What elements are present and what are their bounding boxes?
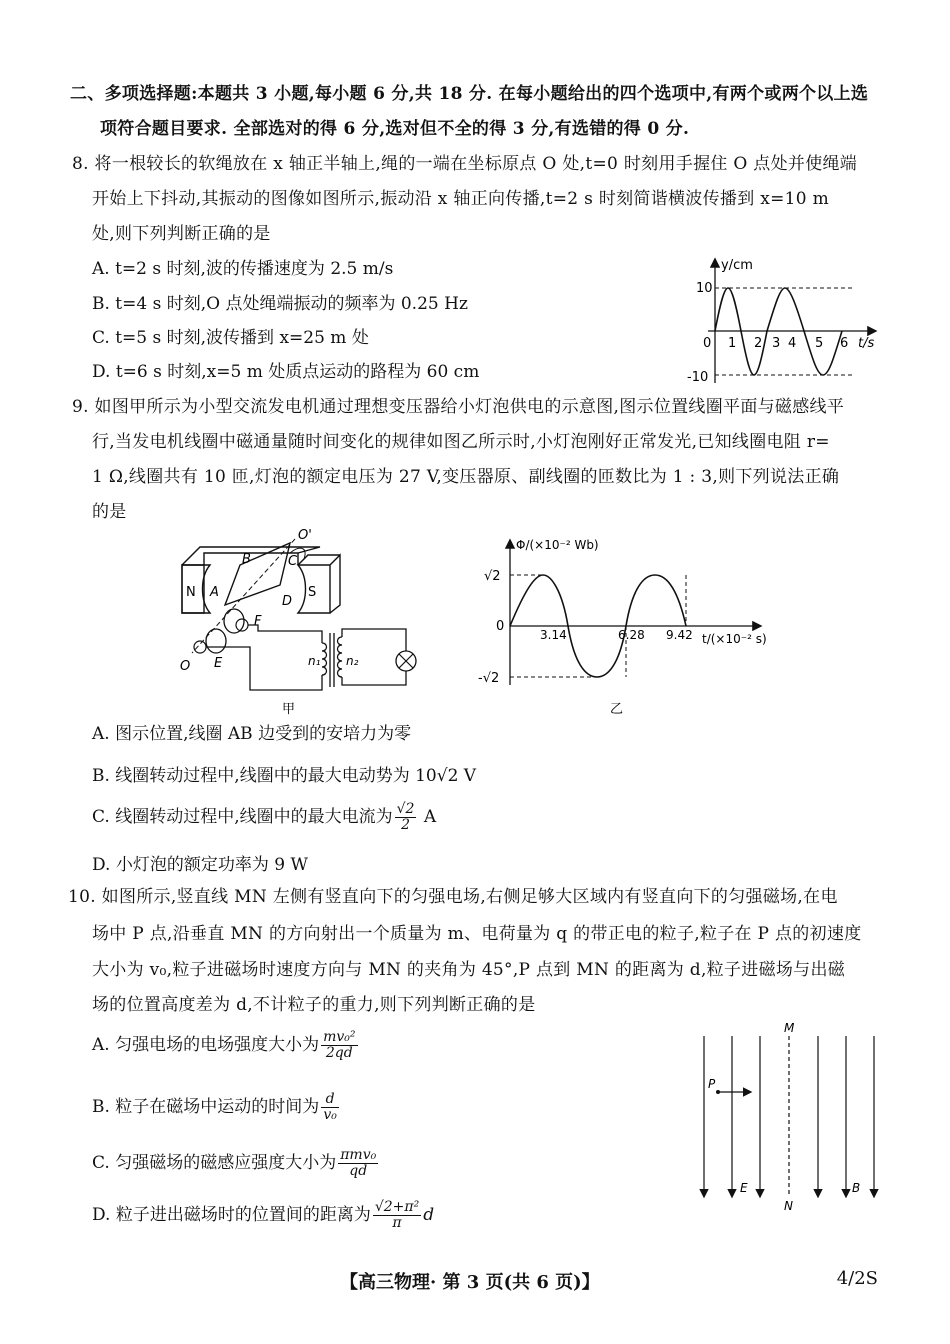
- q10-option-a-fraction: [321, 1030, 357, 1061]
- label-A: A: [210, 585, 219, 600]
- page-code: 4/2S: [836, 1268, 878, 1289]
- label-F: F: [254, 614, 262, 629]
- q10-stem-line2: 场中 P 点,沿垂直 MN 的方向射出一个质量为 m、电荷量为 q 的带正电的粒子,粒子在 P 点的初速度: [92, 924, 862, 944]
- q10-option-b-den: v₀: [323, 1107, 337, 1123]
- q8-y-label: y/cm: [721, 258, 753, 273]
- q9-option-c-num: √2: [396, 801, 415, 817]
- label-M: M: [784, 1021, 795, 1035]
- q10-option-c-fraction: [338, 1148, 378, 1179]
- q10-option-b-num: d: [321, 1092, 339, 1108]
- q9-option-c-fraction: [395, 802, 417, 833]
- primary-coil: [322, 643, 327, 675]
- q9-option-c-text: C. 线圈转动过程中,线圈中的最大电流为: [92, 807, 393, 827]
- q8-x-tick-5: 5: [815, 336, 824, 351]
- q8-stem-line2: 开始上下抖动,其振动的图像如图所示,振动沿 x 轴正向传播,t=2 s 时刻简谐横波传播到 x=10 m: [92, 189, 830, 209]
- q10-option-d-fraction: [373, 1200, 421, 1231]
- q9-option-d: D. 小灯泡的额定功率为 9 W: [92, 855, 308, 875]
- q9-option-b: B. 线圈转动过程中,线圈中的最大电动势为 10√2 V: [92, 766, 477, 786]
- brush-E: [194, 641, 206, 653]
- wire-primary: [206, 625, 322, 690]
- yi-x-tick-3: 9.42: [666, 628, 693, 642]
- secondary-coil: [338, 637, 343, 677]
- q9-figure-yi: [470, 535, 790, 725]
- q8-x-tick-3: 3: [772, 336, 781, 351]
- q9-stem-line1: 9. 如图甲所示为小型交流发电机通过理想变压器给小灯泡供电的示意图,图示位置线圈平面与磁感线平: [72, 397, 845, 417]
- q9-stem-line3: 1 Ω,线圈共有 10 匝,灯泡的额定电压为 27 V,变压器原、副线圈的匝数比为 1 : 3,则下列说法正确: [92, 467, 840, 487]
- section-heading-line1: 二、多项选择题:本题共 3 小题,每小题 6 分,共 18 分. 在每小题给出的四个选项中,有两个或两个以上选: [70, 84, 869, 104]
- q8-x-label: t/s: [858, 336, 875, 351]
- label-n2: n₂: [346, 654, 359, 668]
- q10-option-d: [92, 1200, 434, 1231]
- q10-option-d-den: π: [392, 1215, 402, 1231]
- q10-option-b-text: B. 粒子在磁场中运动的时间为: [92, 1097, 320, 1117]
- slip-ring-1: [224, 609, 244, 633]
- q10-option-a-text: A. 匀强电场的电场强度大小为: [92, 1035, 320, 1055]
- q10-option-a: [92, 1030, 360, 1061]
- q8-x-tick-2: 2: [754, 336, 763, 351]
- yi-y-tick-0: 0: [496, 619, 505, 634]
- q9-stem-line2: 行,当发电机线圈中磁通量随时间变化的规律如图乙所示时,小灯泡刚好正常发光,已知线圈电阻 r=: [92, 432, 830, 452]
- q10-option-d-num: √2+π²: [374, 1199, 420, 1215]
- q8-x-tick-0: 0: [703, 336, 712, 351]
- q8-vibration-graph: [680, 255, 880, 390]
- yi-y-tick-top: √2: [484, 569, 501, 584]
- q10-option-c-text: C. 匀强磁场的磁感应强度大小为: [92, 1153, 337, 1173]
- q10-option-d-tail: d: [423, 1205, 435, 1225]
- q10-stem-line4: 场的位置高度差为 d,不计粒子的重力,则下列判断正确的是: [92, 995, 536, 1015]
- q9-option-c: [92, 802, 436, 833]
- yi-x-label: t/(×10⁻² s): [702, 632, 767, 646]
- label-O-prime: O': [298, 528, 312, 543]
- q8-y-tick-neg10: -10: [687, 370, 709, 385]
- lamp-icon: [396, 651, 416, 671]
- yi-y-label: Φ/(×10⁻² Wb): [516, 538, 599, 552]
- yi-y-tick-bottom: -√2: [478, 671, 500, 686]
- yi-x-tick-2: 6.28: [618, 628, 645, 642]
- q9-option-a: A. 图示位置,线圈 AB 边受到的安培力为零: [92, 724, 412, 744]
- q10-stem-line3: 大小为 v₀,粒子进磁场时速度方向与 MN 的夹角为 45°,P 点到 MN 的距离为 d,粒子进磁场与出磁: [92, 960, 846, 980]
- caption-yi: 乙: [610, 702, 624, 717]
- label-B: B: [852, 1181, 861, 1195]
- magnetic-field-lines: [818, 1036, 874, 1196]
- q10-option-d-text: D. 粒子进出磁场时的位置间的距离为: [92, 1205, 371, 1225]
- q9-option-c-den: 2: [401, 817, 410, 833]
- q8-x-ticks: [703, 336, 848, 351]
- yi-x-tick-1: 3.14: [540, 628, 567, 642]
- q10-option-b: [92, 1092, 341, 1123]
- q9-figure-jia: [170, 525, 430, 725]
- q9-option-c-unit: A: [423, 807, 437, 827]
- page-footer: 【高三物理· 第 3 页(共 6 页)】: [340, 1272, 600, 1293]
- label-S: S: [308, 585, 317, 600]
- slip-ring-2: [206, 629, 226, 653]
- q10-option-c-den: qd: [349, 1163, 368, 1179]
- label-n1: n₁: [308, 654, 321, 668]
- label-E: E: [214, 656, 223, 671]
- q10-field-figure: [690, 1020, 890, 1215]
- q10-option-c-num: πmv₀: [340, 1147, 377, 1163]
- q10-option-b-fraction: [321, 1092, 339, 1123]
- section-heading-line2: 项符合题目要求. 全部选对的得 6 分,选对但不全的得 3 分,有选错的得 0 分.: [100, 119, 690, 139]
- q8-option-b: B. t=4 s 时刻,O 点处绳端振动的频率为 0.25 Hz: [92, 294, 468, 314]
- magnet-south-pole: [298, 555, 340, 613]
- electric-field-lines: [704, 1036, 760, 1196]
- q8-stem-line3: 处,则下列判断正确的是: [92, 224, 271, 244]
- q9-stem-line4: 的是: [92, 502, 127, 522]
- label-B: B: [242, 552, 251, 567]
- q10-option-a-num: mv₀²: [323, 1029, 356, 1045]
- q8-x-tick-1: 1: [728, 336, 737, 351]
- q10-stem-line1: 10. 如图所示,竖直线 MN 左侧有竖直向下的匀强电场,右侧足够大区域内有竖直向下的匀强磁场,在电: [68, 887, 838, 907]
- caption-jia: 甲: [282, 702, 296, 717]
- label-C: C: [288, 554, 298, 569]
- label-N: N: [186, 585, 196, 600]
- coil-loop: [225, 543, 290, 605]
- label-E: E: [740, 1181, 748, 1195]
- q10-option-c: [92, 1148, 380, 1179]
- label-N-bottom: N: [784, 1199, 793, 1213]
- q8-y-tick-10: 10: [696, 281, 713, 296]
- label-O: O: [180, 659, 191, 674]
- q8-option-d: D. t=6 s 时刻,x=5 m 处质点运动的路程为 60 cm: [92, 362, 480, 382]
- q8-option-c: C. t=5 s 时刻,波传播到 x=25 m 处: [92, 328, 369, 348]
- q8-stem-line1: 8. 将一根较长的软绳放在 x 轴正半轴上,绳的一端在坐标原点 O 处,t=0 时刻用手握住 O 点处并使绳端: [72, 154, 858, 174]
- q8-option-a: A. t=2 s 时刻,波的传播速度为 2.5 m/s: [92, 259, 394, 279]
- q8-x-tick-4: 4: [788, 336, 797, 351]
- label-D: D: [282, 594, 293, 609]
- label-P: P: [708, 1077, 716, 1091]
- q10-option-a-den: 2qd: [325, 1045, 353, 1061]
- q8-x-tick-6: 6: [840, 336, 849, 351]
